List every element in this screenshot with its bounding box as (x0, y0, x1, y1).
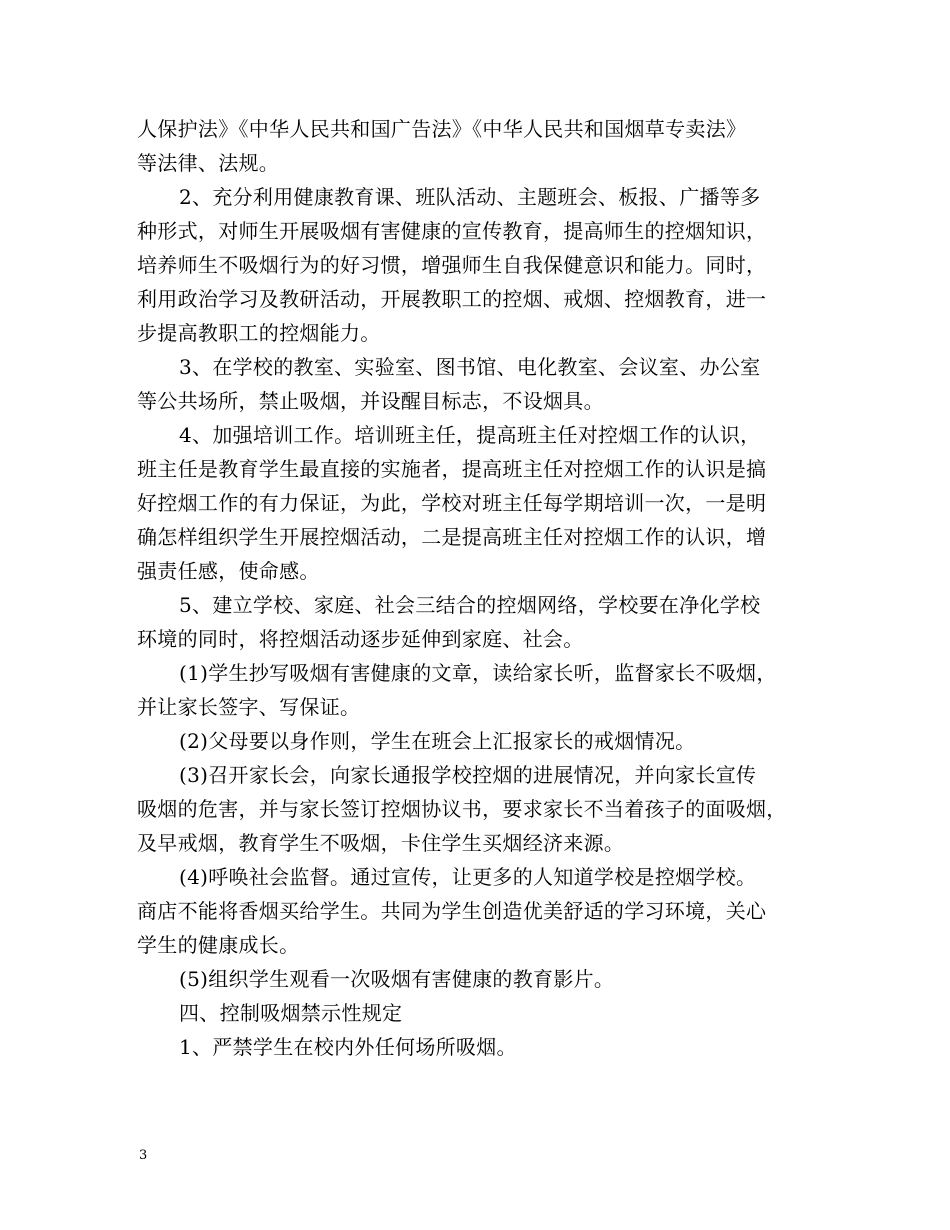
text-line: (3)召开家长会，向家长通报学校控烟的进展情况，并向家长宣传 (179, 763, 757, 787)
text-line: 商店不能将香烟买给学生。共同为学生创造优美舒适的学习环境，关心 (137, 899, 767, 923)
text-line: 好控烟工作的有力保证，为此，学校对班主任每学期培训一次，一是明 (137, 491, 767, 515)
text-line: (4)呼唤社会监督。通过宣传，让更多的人知道学校是控烟学校。 (179, 865, 757, 889)
text-line: (1)学生抄写吸烟有害健康的文章，读给家长听，监督家长不吸烟， (179, 661, 777, 685)
text-line: 4、加强培训工作。培训班主任，提高班主任对控烟工作的认识， (179, 423, 761, 447)
text-line: 学生的健康成长。 (137, 933, 300, 957)
text-line: (2)父母要以身作则，学生在班会上汇报家长的戒烟情况。 (179, 729, 696, 753)
text-line: 培养师生不吸烟行为的好习惯，增强师生自我保健意识和能力。同时， (137, 253, 767, 277)
text-line: 5、建立学校、家庭、社会三结合的控烟网络，学校要在净化学校 (179, 593, 761, 617)
text-line: (5)组织学生观看一次吸烟有害健康的教育影片。 (179, 967, 615, 991)
text-line: 环境的同时，将控烟活动逐步延伸到家庭、社会。 (137, 627, 584, 651)
page-number: 3 (139, 1148, 148, 1163)
text-line: 及早戒烟，教育学生不吸烟，卡住学生买烟经济来源。 (137, 831, 625, 855)
text-line: 利用政治学习及教研活动，开展教职工的控烟、戒烟、控烟教育，进一 (137, 287, 767, 311)
text-line: 等公共场所，禁止吸烟，并设醒目标志，不设烟具。 (137, 389, 604, 413)
text-line: 步提高教职工的控烟能力。 (137, 321, 381, 345)
text-line: 并让家长签字、写保证。 (137, 695, 361, 719)
text-line: 种形式，对师生开展吸烟有害健康的宣传教育，提高师生的控烟知识， (137, 219, 767, 243)
text-line: 吸烟的危害，并与家长签订控烟协议书，要求家长不当着孩子的面吸烟， (137, 797, 787, 821)
text-line: 四、控制吸烟禁示性规定 (179, 1001, 403, 1025)
text-line: 强责任感，使命感。 (137, 559, 320, 583)
text-line: 人保护法》《中华人民共和国广告法》《中华人民共和国烟草专卖法》 (137, 117, 747, 141)
document-body (137, 112, 813, 1064)
text-line: 等法律、法规。 (137, 151, 280, 175)
text-line: 3、在学校的教室、实验室、图书馆、电化教室、会议室、办公室 (179, 355, 761, 379)
text-line: 2、充分利用健康教育课、班队活动、主题班会、板报、广播等多 (179, 185, 761, 209)
text-line: 确怎样组织学生开展控烟活动，二是提高班主任对控烟工作的认识，增 (137, 525, 767, 549)
text-line: 班主任是教育学生最直接的实施者，提高班主任对控烟工作的认识是搞 (137, 457, 767, 481)
text-line: 1、严禁学生在校内外任何场所吸烟。 (179, 1035, 517, 1059)
